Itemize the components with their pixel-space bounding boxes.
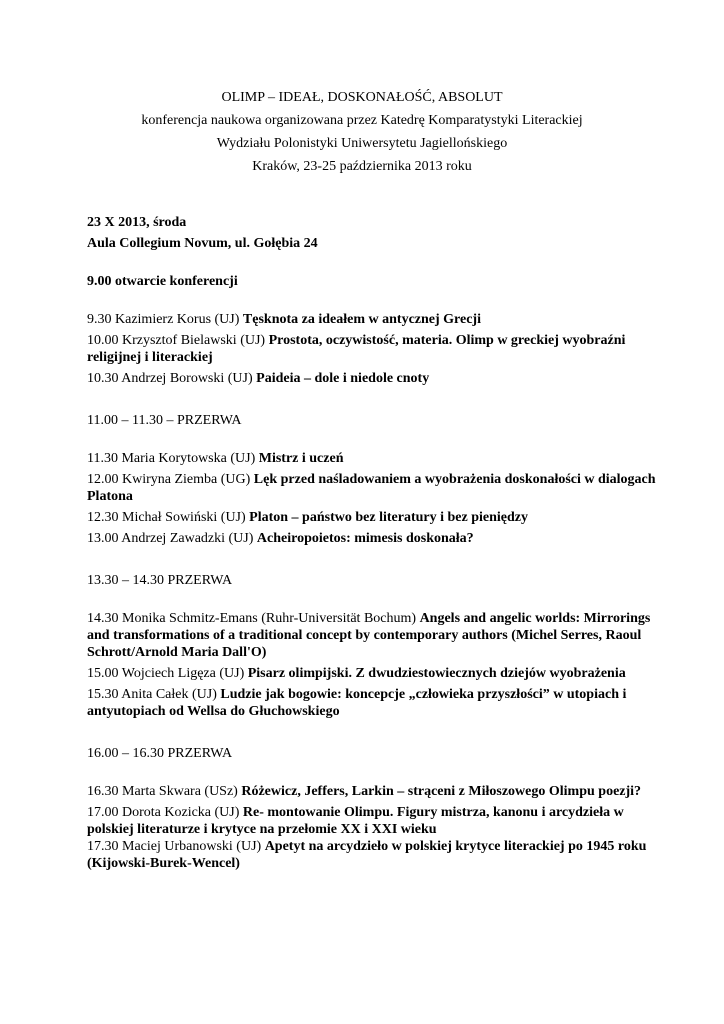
entry-speaker: Krzysztof Bielawski (UJ) xyxy=(122,333,266,348)
conference-title: OLIMP – IDEAŁ, DOSKONAŁOŚĆ, ABSOLUT xyxy=(221,90,503,105)
conference-faculty: Wydziału Polonistyki Uniwersytetu Jagiellońskiego xyxy=(216,136,508,151)
entry-time: 11.30 xyxy=(87,451,118,466)
entry-speaker: Marta Skwara (USz) xyxy=(122,784,238,799)
entry-speaker: Andrzej Borowski (UJ) xyxy=(121,371,253,386)
entry-title: Prostota, oczywistość, materia. Olimp w greckiej wyobraźni religijnej i literackiej xyxy=(87,333,626,365)
conference-organizer: konferencja naukowa organizowana przez Katedrę Komparatystyki Literackiej xyxy=(141,113,583,128)
entry-speaker: Anita Całek (UJ) xyxy=(121,687,217,702)
entry-speaker: Maria Korytowska (UJ) xyxy=(121,451,256,466)
entry-time: 9.30 xyxy=(87,312,112,327)
entry-time: 12.00 xyxy=(87,472,119,487)
entry-time: 13.00 xyxy=(87,531,119,546)
entry-time: 10.30 xyxy=(87,371,119,386)
entry-title: Tęsknota za ideałem w antycznej Grecji xyxy=(242,312,481,327)
entry-time: 12.30 xyxy=(87,510,119,525)
session-3 xyxy=(87,610,664,720)
session-1 xyxy=(87,311,664,387)
entry-title: Mistrz i uczeń xyxy=(258,451,344,466)
program-entry xyxy=(87,838,664,872)
day-venue: Aula Collegium Novum, ul. Gołębia 24 xyxy=(87,236,318,251)
entry-time: 14.30 xyxy=(87,611,119,626)
entry-title: Ludzie jak bogowie: koncepcje „człowieka przyszłości” w utopiach i antyutopiach od Wellsa do Głuchowskiego xyxy=(87,687,627,719)
entry-speaker: Michał Sowiński (UJ) xyxy=(122,510,246,525)
entry-title: Platon – państwo bez literatury i bez pieniędzy xyxy=(249,510,528,525)
program-entry xyxy=(87,686,664,720)
break-1: 11.00 – 11.30 – PRZERWA xyxy=(87,413,242,428)
entry-title: Pisarz olimpijski. Z dwudziestowiecznych dziejów wyobrażenia xyxy=(247,666,626,681)
program-entry xyxy=(87,509,664,526)
session-2 xyxy=(87,450,664,547)
program-entry xyxy=(87,804,664,838)
entry-time: 10.00 xyxy=(87,333,119,348)
program-entry xyxy=(87,610,664,661)
entry-time: 16.30 xyxy=(87,784,119,799)
program-entry xyxy=(87,471,664,505)
entry-time: 15.30 xyxy=(87,687,119,702)
break-3: 16.00 – 16.30 PRZERWA xyxy=(87,746,233,761)
entry-title: Re- montowanie Olimpu. Figury mistrza, kanonu i arcydzieła w polskiej literaturze i krytyce na przełomie XX i XXI wieku xyxy=(87,805,624,837)
program-entry xyxy=(87,530,664,547)
entry-title: Paideia – dole i niedole cnoty xyxy=(256,371,430,386)
header xyxy=(60,86,664,178)
entry-speaker: Kazimierz Korus (UJ) xyxy=(115,312,240,327)
entry-speaker: Maciej Urbanowski (UJ) xyxy=(122,839,262,854)
session-4 xyxy=(87,783,664,872)
day-date: 23 X 2013, środa xyxy=(87,215,187,230)
entry-time: 17.00 xyxy=(87,805,119,820)
entry-title: Acheiropoietos: mimesis doskonała? xyxy=(256,531,474,546)
entry-time: 17.30 xyxy=(87,839,119,854)
entry-speaker: Monika Schmitz-Emans (Ruhr-Universität Bochum) xyxy=(122,611,417,626)
opening: 9.00 otwarcie konferencji xyxy=(87,274,238,289)
break-2: 13.30 – 14.30 PRZERWA xyxy=(87,573,233,588)
program-entry xyxy=(87,311,664,328)
entry-speaker: Kwiryna Ziemba (UG) xyxy=(122,472,251,487)
entry-speaker: Andrzej Zawadzki (UJ) xyxy=(121,531,254,546)
program-entry xyxy=(87,332,664,366)
entry-time: 15.00 xyxy=(87,666,119,681)
program-entry xyxy=(87,450,664,467)
entry-speaker: Wojciech Ligęza (UJ) xyxy=(121,666,245,681)
entry-speaker: Dorota Kozicka (UJ) xyxy=(122,805,240,820)
entry-title: Angels and angelic worlds: Mirrorings and transformations of a traditional concept by contemporary authors (Michel Serres, Raoul Schrott/Arnold Maria Dall'O) xyxy=(87,611,651,660)
entry-title: Apetyt na arcydzieło w polskiej krytyce literackiej po 1945 roku (Kijowski-Burek-Wencel) xyxy=(87,839,647,871)
entry-title: Lęk przed naśladowaniem a wyobrażenia doskonałości w dialogach Platona xyxy=(87,472,656,504)
conference-place-date: Kraków, 23-25 października 2013 roku xyxy=(252,159,472,174)
program-entry xyxy=(87,783,664,800)
program-entry xyxy=(87,370,664,387)
entry-title: Różewicz, Jeffers, Larkin – strąceni z Miłoszowego Olimpu poezji? xyxy=(241,784,642,799)
program-entry xyxy=(87,665,664,682)
